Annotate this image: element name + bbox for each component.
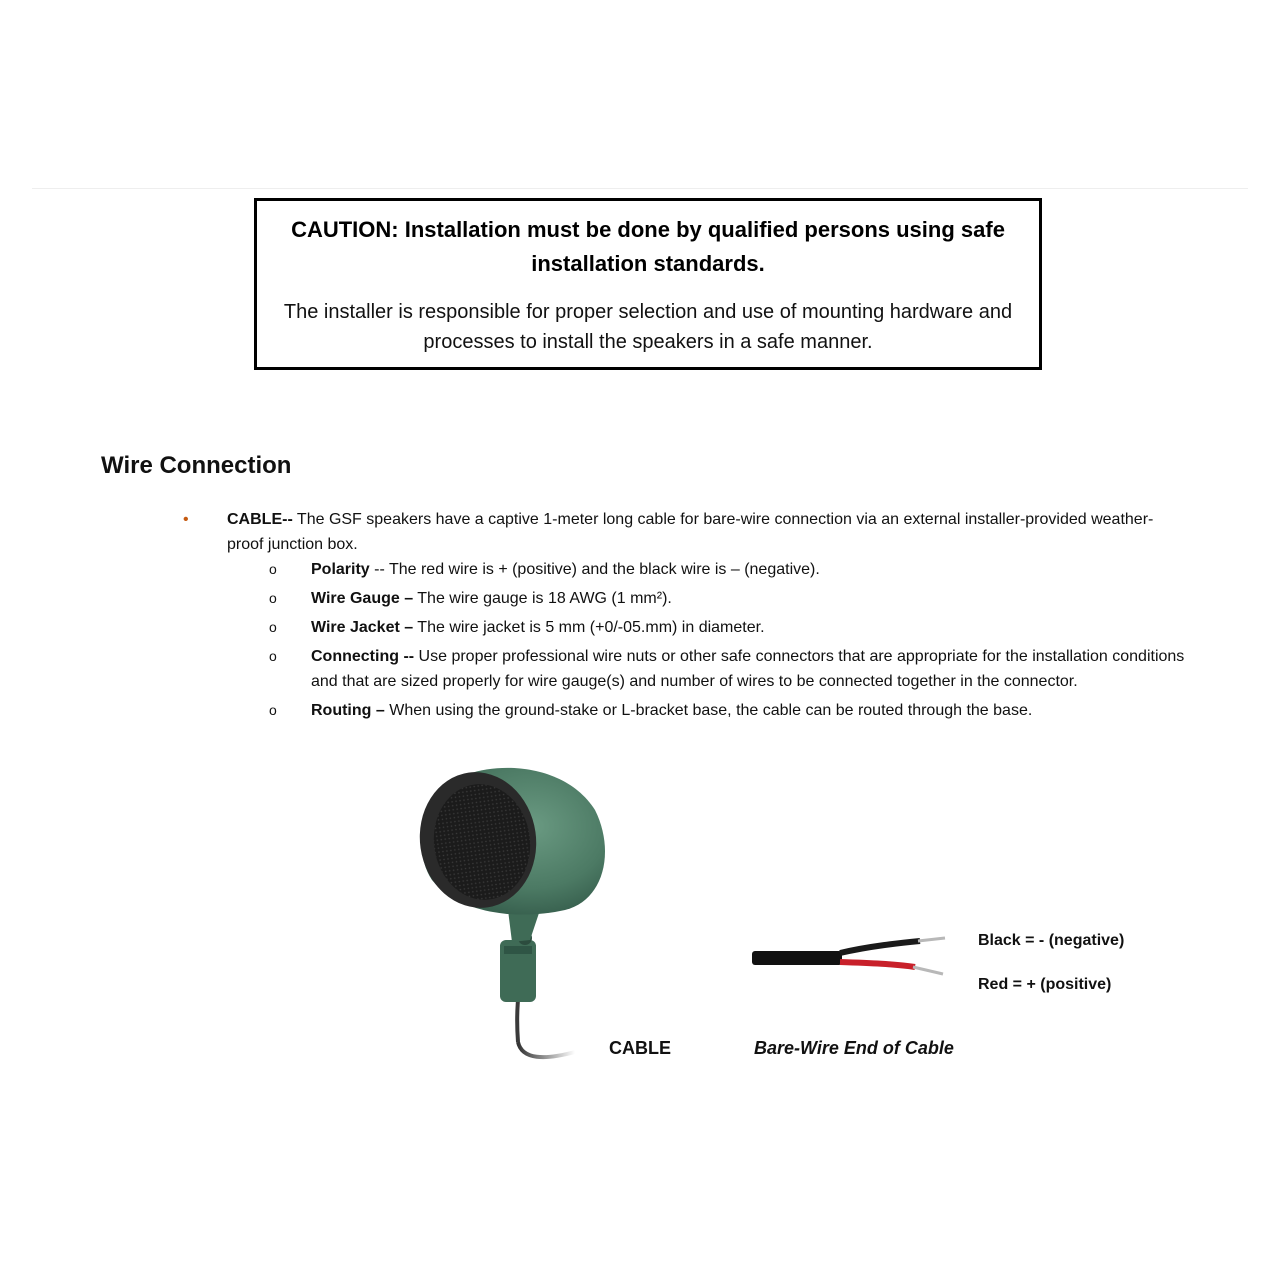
cable-caption: CABLE: [609, 1038, 671, 1058]
list-item-connecting: [269, 644, 1189, 694]
item-text: The wire gauge is 18 AWG (1 mm²).: [413, 590, 672, 607]
item-label: Connecting --: [311, 648, 415, 665]
item-label: Polarity: [311, 561, 370, 578]
list-item-polarity: [269, 557, 1189, 582]
circle-bullet-icon: o: [269, 590, 277, 606]
section-title: Wire Connection: [101, 452, 292, 479]
speaker-image: [411, 765, 605, 1058]
bare-wire-image: [752, 938, 945, 974]
circle-bullet-icon: o: [269, 648, 277, 664]
list-item-wire-gauge: [269, 586, 1189, 611]
circle-bullet-icon: o: [269, 561, 277, 577]
circle-bullet-icon: o: [269, 619, 277, 635]
item-text: Use proper professional wire nuts or other safe connectors that are appropriate for the installation conditions and that are sized properly for wire gauge(s) and number of wires to be connected together in the connector.: [311, 648, 1185, 690]
wire-connection-figure: [400, 760, 1200, 1080]
item-label: Routing –: [311, 702, 385, 719]
red-wire-label: Red = + (positive): [978, 976, 1112, 993]
black-wire-label: Black = - (negative): [978, 932, 1125, 949]
figure-graphics: [400, 760, 1200, 1080]
item-text: -- The red wire is + (positive) and the black wire is – (negative).: [369, 561, 820, 578]
item-label: Wire Gauge –: [311, 590, 414, 607]
top-divider: [32, 188, 1248, 189]
cable-text: The GSF speakers have a captive 1-meter long cable for bare-wire connection via an external installer-provided weather-proof junction box.: [227, 511, 1154, 553]
item-text: The wire jacket is 5 mm (+0/-05.mm) in diameter.: [413, 619, 765, 636]
cable-bullet: [227, 507, 1187, 557]
caution-body: The installer is responsible for proper selection and use of mounting hardware and processes to install the speakers in a safe manner.: [283, 301, 1013, 353]
bare-wire-caption: Bare-Wire End of Cable: [754, 1038, 954, 1058]
wire-spec-list: [269, 557, 1189, 727]
cable-label: CABLE--: [227, 511, 293, 528]
circle-bullet-icon: o: [269, 702, 277, 718]
list-item-routing: [269, 698, 1189, 723]
item-label: Wire Jacket –: [311, 619, 414, 636]
bullet-icon: •: [183, 511, 189, 528]
list-item-wire-jacket: [269, 615, 1189, 640]
caution-heading: CAUTION: Installation must be done by qualified persons using safe installation standards.: [291, 217, 1005, 276]
item-text: When using the ground-stake or L-bracket base, the cable can be routed through the base.: [384, 702, 1033, 719]
caution-box: [254, 198, 1042, 370]
